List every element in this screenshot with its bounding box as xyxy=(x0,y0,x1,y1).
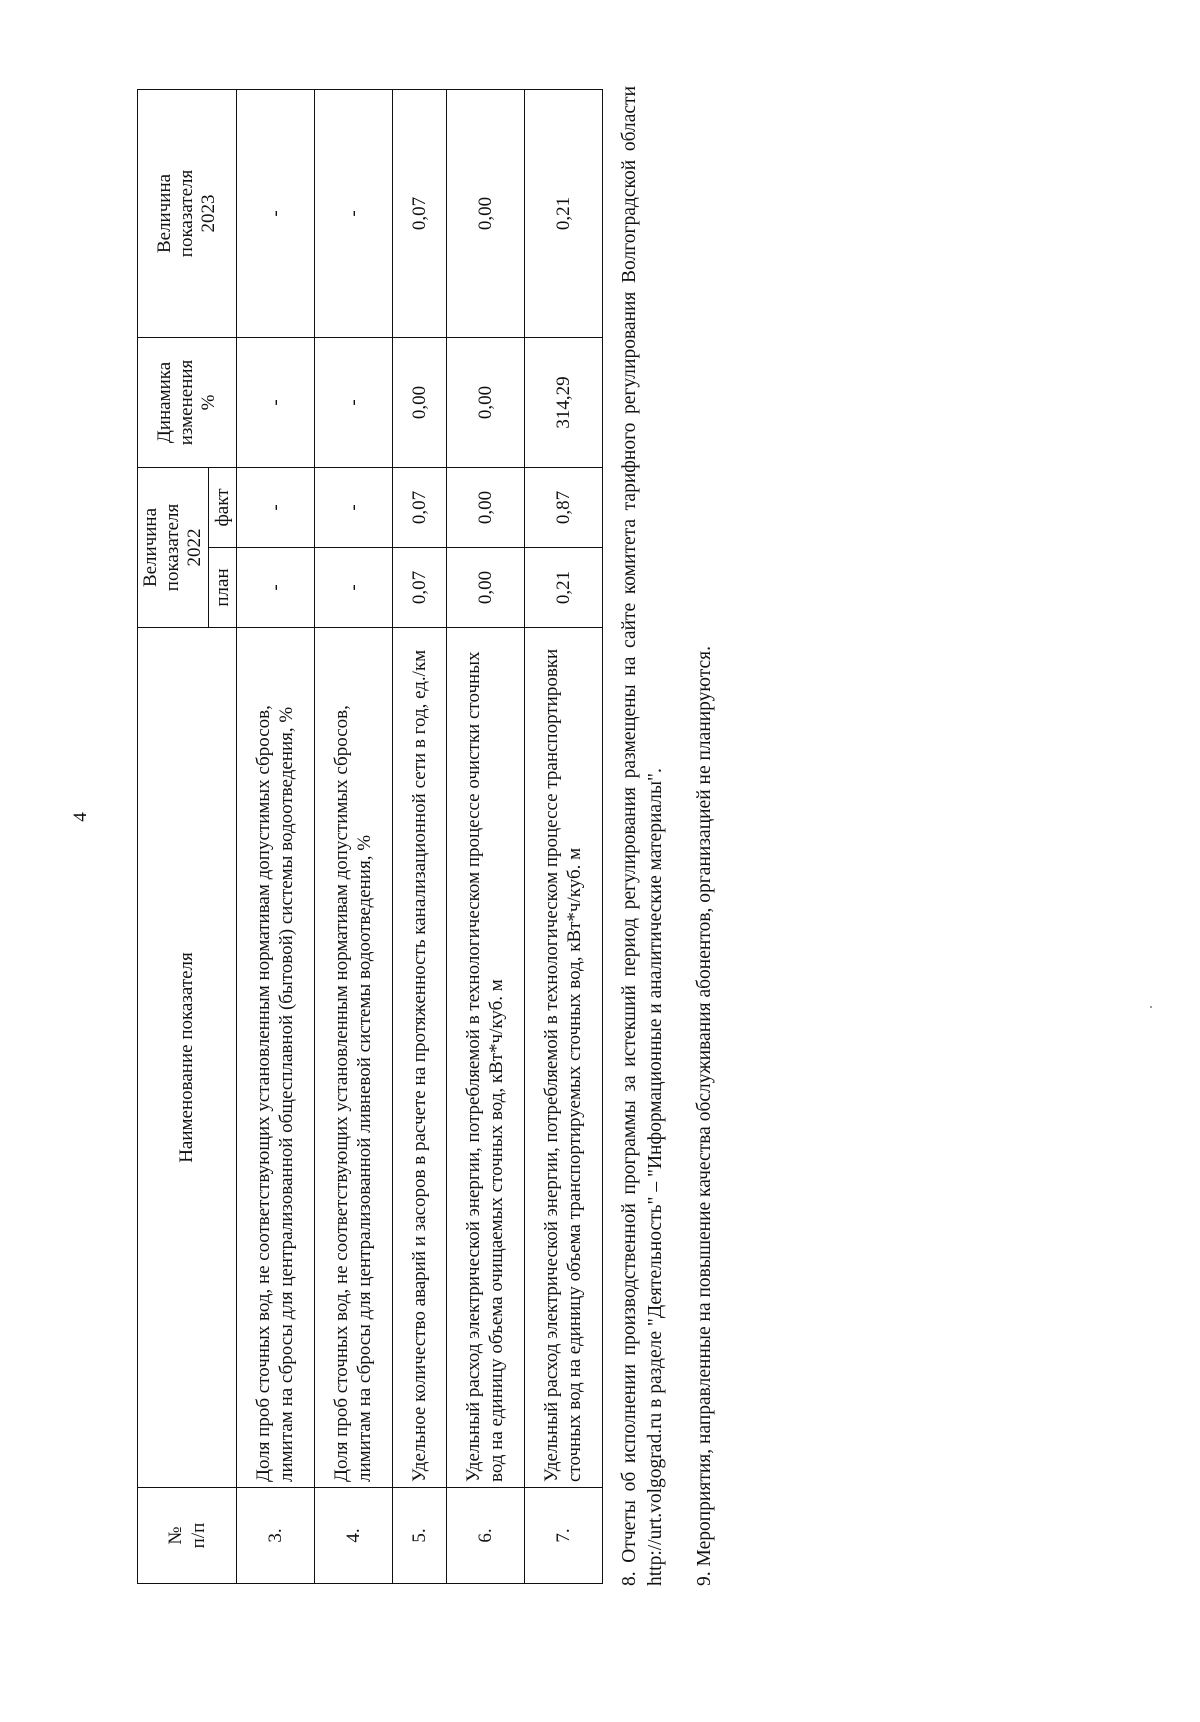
indicator-name: Удельное количество аварий и засоров в расчете на протяженность канализационной сети в год, ед./км xyxy=(392,628,446,1488)
indicators-table xyxy=(137,89,603,1584)
table-row xyxy=(446,89,524,1583)
col-header-value-2023: Величина показателя 2023 xyxy=(138,89,237,337)
row-number: 5. xyxy=(392,1488,446,1584)
indicator-name: Доля проб сточных вод, не соответствующих установленным нормативам допустимых сбросов, лимитам на сбросы для централизованной общесплавной (бытовой) системы водоотведения, % xyxy=(236,628,314,1488)
row-number: 3. xyxy=(236,1488,314,1584)
table-header-row xyxy=(138,89,209,1583)
notes-section xyxy=(617,86,718,1586)
page-number: 4 xyxy=(70,812,91,822)
value-2023: 0,00 xyxy=(446,89,524,337)
note-item-8: 8. Отчеты об исполнении производственной программы за истекший период регулирования размещены на сайте комитета тарифного регулирования Волгоградской области http://urt.volgograd.ru в разделе "Деятельность" – "Информационные и аналитические материалы". xyxy=(619,86,666,1586)
table-row xyxy=(314,89,392,1583)
value-2023: 0,21 xyxy=(524,89,602,337)
note-item-9: 9. Мероприятия, направленные на повышение качества обслуживания абонентов, организацией не планируются. xyxy=(694,646,716,1586)
dynamics-value: 0,00 xyxy=(446,337,524,467)
indicator-name: Удельный расход электрической энергии, потребляемой в технологическом процессе очистки сточных вод на единицу объема очищаемых сточных вод, кВт*ч/куб. м xyxy=(446,628,524,1488)
col-header-num: № п/п xyxy=(138,1488,237,1584)
plan-value: 0,21 xyxy=(524,548,602,628)
value-2023: - xyxy=(236,89,314,337)
col-header-name: Наименование показателя xyxy=(138,628,237,1488)
plan-value: - xyxy=(236,548,314,628)
plan-value: 0,07 xyxy=(392,548,446,628)
dynamics-value: - xyxy=(314,337,392,467)
indicator-name: Доля проб сточных вод, не соответствующих установленным нормативам допустимых сбросов, лимитам на сбросы для централизованной ливневой системы водоотведения, % xyxy=(314,628,392,1488)
table-row xyxy=(524,89,602,1583)
fact-value: - xyxy=(314,467,392,547)
value-2023: - xyxy=(314,89,392,337)
col-header-dynamics: Динамика изменения % xyxy=(138,337,237,467)
dynamics-value: 314,29 xyxy=(524,337,602,467)
col-header-plan: план xyxy=(208,548,236,628)
plan-value: 0,00 xyxy=(446,548,524,628)
value-2023: 0,07 xyxy=(392,89,446,337)
dynamics-value: - xyxy=(236,337,314,467)
table-row xyxy=(236,89,314,1583)
fact-value: 0,07 xyxy=(392,467,446,547)
col-header-value-2022: Величина показателя 2022 xyxy=(138,467,209,627)
fact-value: 0,87 xyxy=(524,467,602,547)
table-row xyxy=(392,89,446,1583)
plan-value: - xyxy=(314,548,392,628)
fact-value: - xyxy=(236,467,314,547)
row-number: 7. xyxy=(524,1488,602,1584)
scan-speck xyxy=(1150,1006,1152,1008)
row-number: 6. xyxy=(446,1488,524,1584)
col-header-fact: факт xyxy=(208,467,236,547)
row-number: 4. xyxy=(314,1488,392,1584)
indicator-name: Удельный расход электрической энергии, потребляемой в технологическом процессе транспортировки сточных вод на единицу объема транспортируемых сточных вод, кВт*ч/куб. м xyxy=(524,628,602,1488)
fact-value: 0,00 xyxy=(446,467,524,547)
dynamics-value: 0,00 xyxy=(392,337,446,467)
